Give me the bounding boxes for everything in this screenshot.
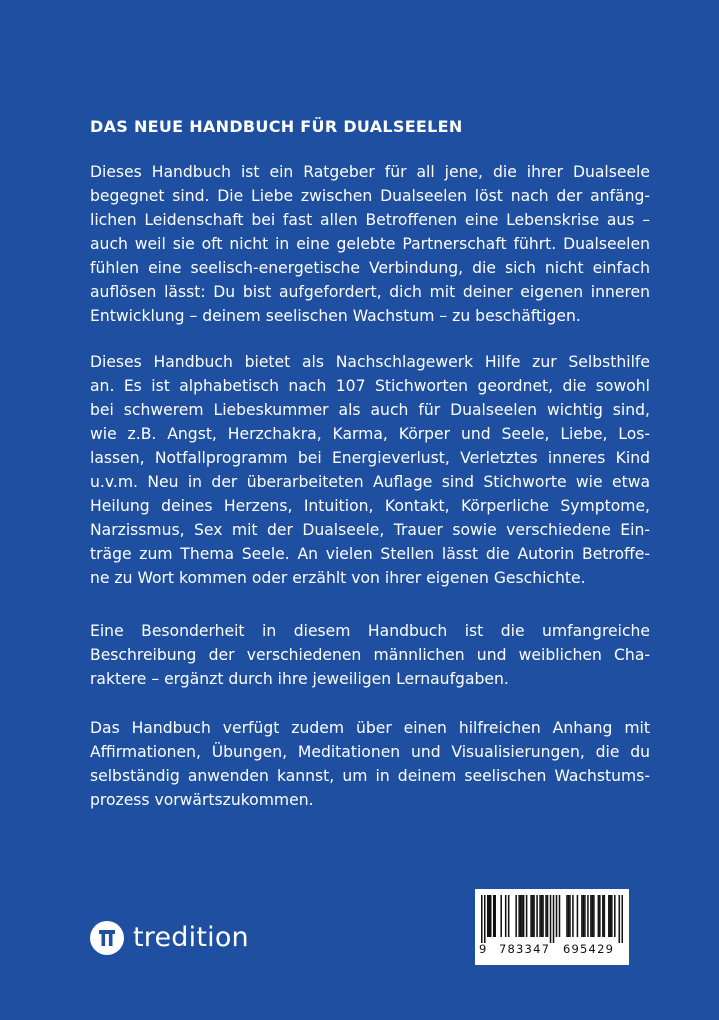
barcode-bar xyxy=(599,895,601,937)
barcode-bar xyxy=(547,895,549,937)
tredition-logo-icon xyxy=(90,921,124,955)
text-line: fühlen eine seelisch-energetische Verbindung, die sich nicht einfach xyxy=(90,259,650,277)
barcode-bar xyxy=(520,895,522,937)
barcode-bar xyxy=(490,895,492,937)
paragraph-characters xyxy=(90,619,650,691)
barcode-bar xyxy=(592,895,594,937)
text-line: Heilung deines Herzens, Intuition, Kontakt, Körperliche Symptome, xyxy=(90,497,650,515)
barcode-bar xyxy=(568,895,570,937)
paragraph-reference xyxy=(90,350,650,590)
text-line: selbständig anwenden kannst, um in deinem seelischen Wachstums- xyxy=(90,767,650,785)
barcode-bar xyxy=(553,895,555,943)
text-line: auch weil sie oft nicht in eine gelebte Partnerschaft führt. Dualseelen xyxy=(90,235,650,253)
text-line: Dieses Handbuch bietet als Nachschlagewerk Hilfe zur Selbsthilfe xyxy=(90,353,650,371)
paragraph-appendix xyxy=(90,716,650,812)
barcode-bar xyxy=(530,895,532,937)
text-line: prozess vorwärtszukommen. xyxy=(90,791,314,809)
text-line: wie z.B. Angst, Herzchakra, Karma, Körper und Seele, Liebe, Los- xyxy=(90,425,650,443)
barcode-bar xyxy=(536,895,538,937)
barcode-bar xyxy=(581,895,583,937)
barcode-bar xyxy=(602,895,604,937)
text-line: an. Es ist alphabetisch nach 107 Stichworten geordnet, die sowohl xyxy=(90,377,650,395)
barcode-digits xyxy=(475,942,629,958)
barcode-bar xyxy=(523,895,525,937)
text-line: Das Handbuch verfügt zudem über einen hilfreichen Anhang mit xyxy=(90,719,650,737)
barcode-bar xyxy=(559,895,561,937)
barcode-bar xyxy=(569,895,571,937)
publisher-name: tredition xyxy=(133,922,249,953)
publisher-logo xyxy=(90,920,249,956)
barcode-bar xyxy=(614,895,616,937)
barcode-bar xyxy=(500,895,502,937)
paragraph-intro xyxy=(90,160,650,328)
barcode-bar xyxy=(541,895,543,937)
barcode-bar xyxy=(542,895,544,937)
text-line: träge zum Thema Seele. An vielen Stellen lässt die Autorin Betroffe- xyxy=(90,545,650,563)
barcode-bars xyxy=(481,895,623,943)
text-line: begegnet sind. Die Liebe zwischen Dualseelen löst nach der anfäng- xyxy=(90,187,650,205)
barcode-first-digit: 9 xyxy=(479,942,488,956)
text-line: Narzissmus, Sex mit der Dualseele, Trauer sowie verschiedene Ein- xyxy=(90,521,650,539)
text-line: raktere – ergänzt durch ihre jeweiligen Lernaufgaben. xyxy=(90,670,509,688)
barcode-bar xyxy=(493,895,495,937)
barcode-bar xyxy=(619,895,621,943)
barcode-bar xyxy=(608,895,610,937)
barcode-left-group: 783347 xyxy=(499,942,551,956)
text-line: bei schwerem Liebeskummer als auch für Dualseelen wichtig sind, xyxy=(90,401,650,419)
barcode-bar xyxy=(518,895,520,937)
barcode-bar xyxy=(611,895,613,937)
text-line: Dieses Handbuch ist ein Ratgeber für all jene, die ihrer Dualseele xyxy=(90,163,650,181)
text-line: Affirmationen, Übungen, Meditationen und Visualisierungen, die du xyxy=(90,743,650,761)
text-line: lassen, Notfallprogramm bei Energieverlust, Verletztes inneres Kind xyxy=(90,449,650,467)
barcode-bar xyxy=(526,895,528,937)
barcode-bar xyxy=(622,895,623,943)
text-line: u.v.m. Neu in der überarbeiteten Auflage sind Stichworte wie etwa xyxy=(90,473,650,491)
barcode-bar xyxy=(539,895,541,937)
barcode-bar xyxy=(532,895,534,937)
barcode-bar xyxy=(583,895,585,937)
barcode-right-group: 695429 xyxy=(563,942,615,956)
barcode-bar xyxy=(572,895,574,937)
text-line: auflösen lässt: Du bist aufgefordert, dich mit deiner eigenen inneren xyxy=(90,283,650,301)
barcode-bar xyxy=(610,895,612,937)
barcode-bar xyxy=(604,895,606,937)
barcode-bar xyxy=(515,895,517,937)
barcode-bar xyxy=(590,895,592,937)
isbn-barcode xyxy=(475,889,629,965)
barcode-bar xyxy=(566,895,568,937)
barcode-bar xyxy=(521,895,523,937)
barcode-bar xyxy=(487,895,489,937)
barcode-bar xyxy=(556,895,558,937)
barcode-bar xyxy=(484,895,486,943)
barcode-bar xyxy=(593,895,595,937)
text-line: Eine Besonderheit in diesem Handbuch ist die umfangreiche xyxy=(90,622,650,640)
barcode-bar xyxy=(508,895,510,937)
barcode-bar xyxy=(494,895,496,937)
barcode-bar xyxy=(488,895,490,937)
barcode-bar xyxy=(587,895,589,937)
barcode-bar xyxy=(533,895,535,937)
barcode-bar xyxy=(505,895,507,937)
barcode-bar xyxy=(577,895,579,937)
text-line: Entwicklung – deinem seelischen Wachstum – zu beschäftigen. xyxy=(90,307,581,325)
text-line: lichen Leidenschaft bei fast allen Betroffenen eine Lebenskrise aus – xyxy=(90,211,650,229)
book-heading: DAS NEUE HANDBUCH FÜR DUALSEELEN xyxy=(90,117,463,136)
barcode-bar xyxy=(550,895,552,943)
barcode-bar xyxy=(598,895,600,937)
text-line: ne zu Wort kommen oder erzählt von ihrer eigenen Geschichte. xyxy=(90,569,586,587)
barcode-bar xyxy=(481,895,483,943)
barcode-bar xyxy=(584,895,586,937)
text-line: Beschreibung der verschiedenen männlichen und weiblichen Cha- xyxy=(90,646,650,664)
barcode-bar xyxy=(545,895,547,937)
